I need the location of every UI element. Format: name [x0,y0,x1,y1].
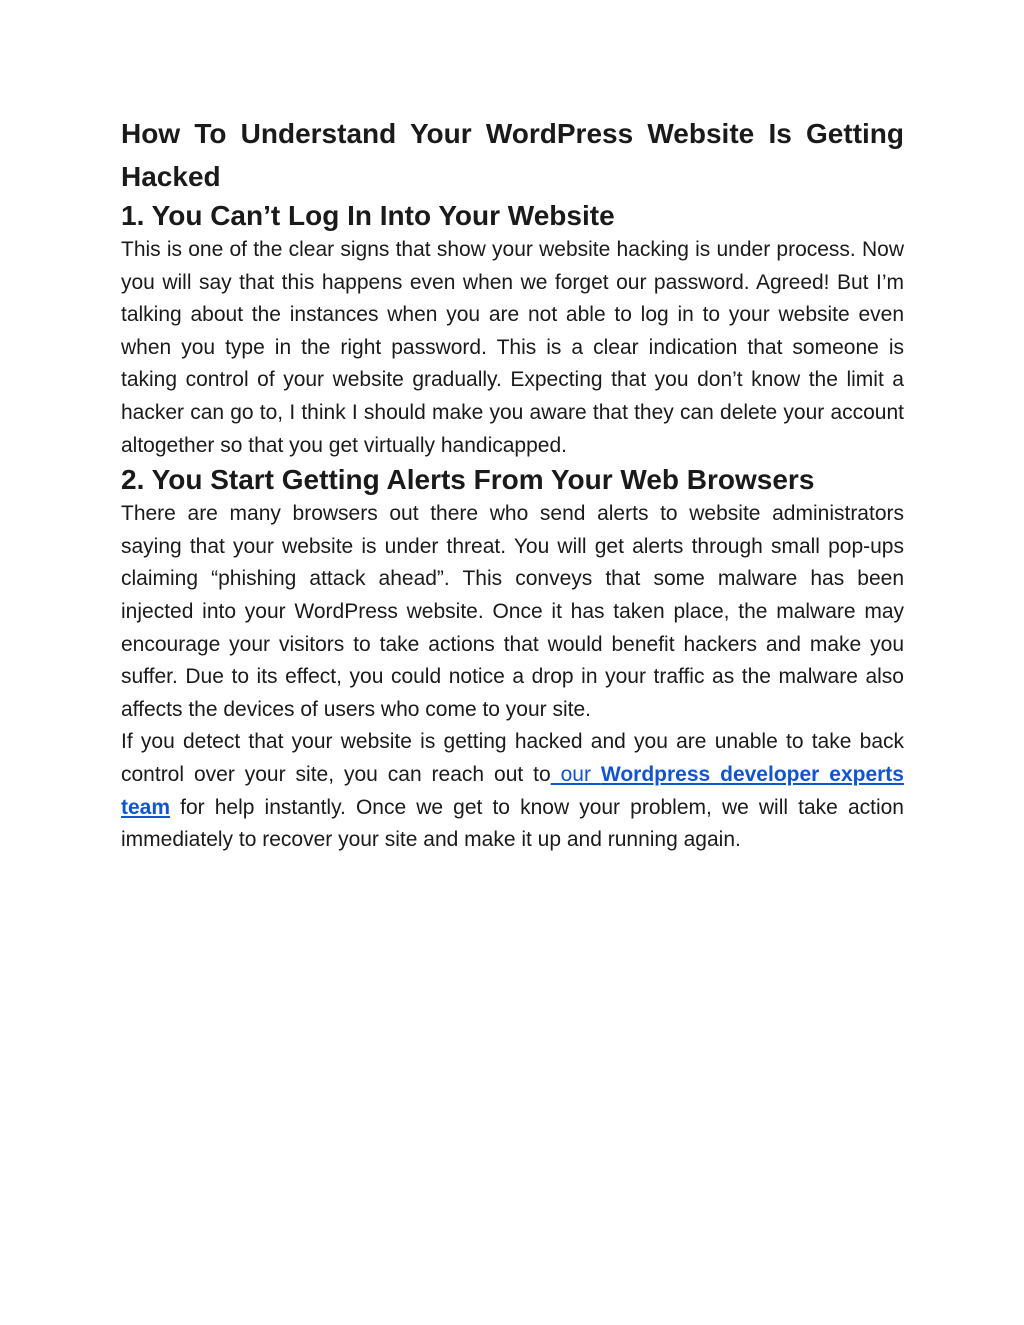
document-page [121,112,904,857]
document-title: How To Understand Your WordPress Website Is Getting Hacked [121,118,904,192]
our-link[interactable]: our [550,762,601,786]
paragraph-closing [121,726,904,856]
closing-text-after: for help instantly. Once we get to know your problem, we will take action immediately to recover your site and make it up and running again. [121,795,904,852]
section-heading-alerts: 2. You Start Getting Alerts From Your Web Browsers [121,464,815,496]
closing-text-before: If you detect that your website is getting hacked and you are unable to take back control over your site, you can reach out to [121,730,904,786]
developer-experts-team-link[interactable]: developer experts team [121,762,904,819]
paragraph-alerts: There are many browsers out there who send alerts to website administrators saying that your website is under threat. You will get alerts through small pop-ups claiming “phishing attack ahead”. This conveys that some malware has been injected into your WordPress website. Once it has taken place, the malware may encourage your visitors to take actions that would benefit hackers and make you suffer. Due to its effect, you could notice a drop in your traffic as the malware also affects the devices of users who come to your site. [121,502,904,721]
wordpress-link[interactable]: Wordpress [600,762,721,786]
paragraph-login: This is one of the clear signs that show your website hacking is under process. Now you will say that this happens even when we forget our password. Agreed! But I’m talking about the instances when you are not able to log in to your website even when you type in the right password. This is a clear indication that someone is taking control of your website gradually. Expecting that you don’t know the limit a hacker can go to, I think I should make you aware that they can delete your account altogether so that you get virtually handicapped. [121,238,904,457]
section-heading-login: 1. You Can’t Log In Into Your Website [121,200,615,231]
